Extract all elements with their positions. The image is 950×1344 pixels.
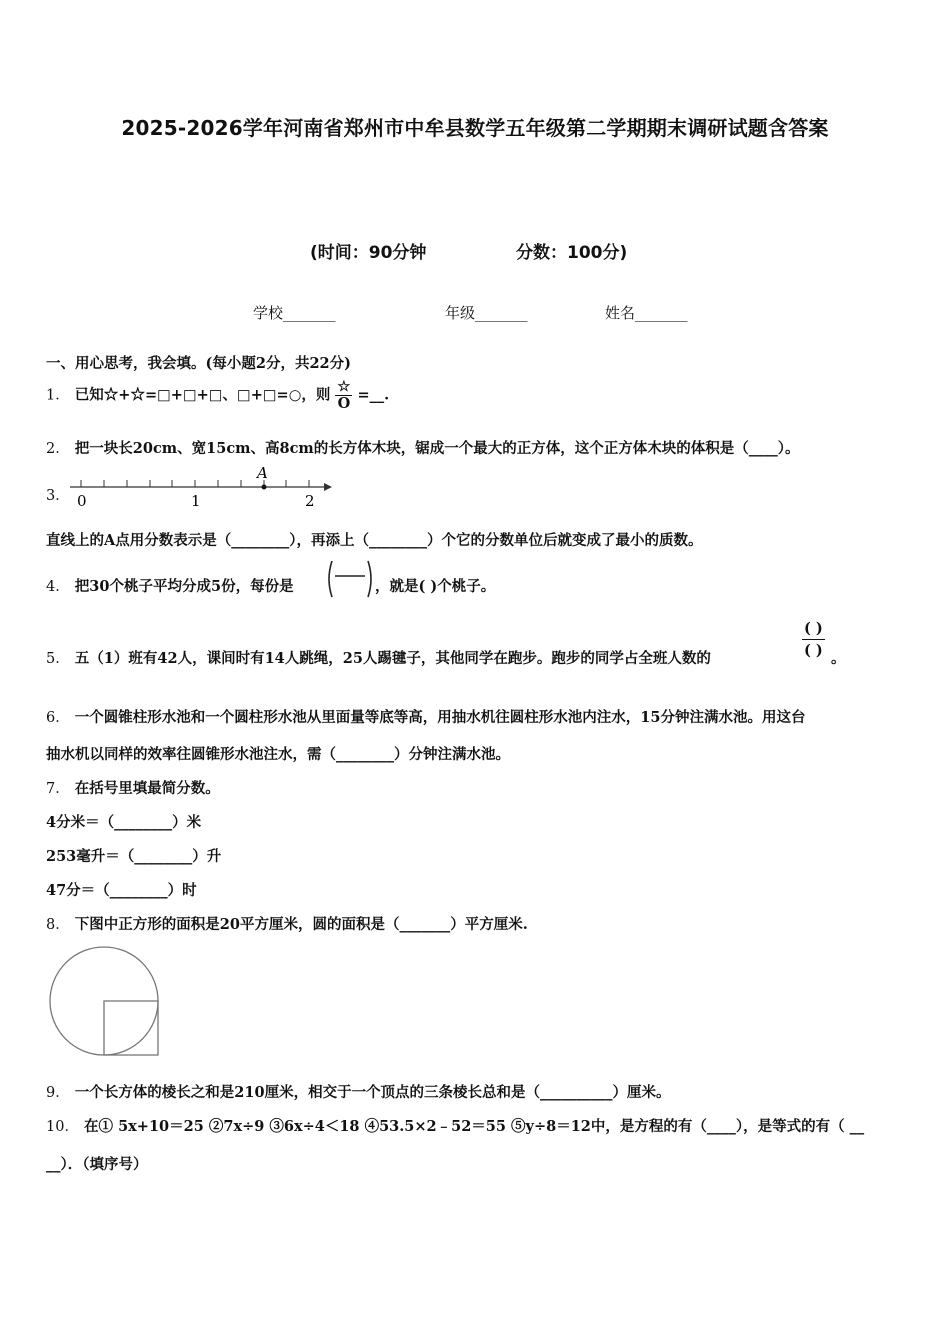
question-3-text: 直线上的A点用分数表示是（________），再添上（________）个它的分数单位后就变成了最小的质数。 bbox=[46, 532, 703, 549]
fraction-denominator: ( ) bbox=[802, 639, 825, 659]
point-a-label: A bbox=[257, 464, 268, 482]
question-4 bbox=[46, 575, 294, 596]
number-line-ticks bbox=[81, 480, 309, 487]
question-5-tail: 。 bbox=[831, 650, 846, 667]
question-text: 五（1）班有42人，课间时有14人跳绳，25人踢毽子，其他同学在跑步。跑步的同学占全班人数的 bbox=[74, 650, 711, 667]
question-4-text-b: ，就是( )个桃子。 bbox=[375, 578, 496, 595]
question-number: 2． bbox=[46, 441, 70, 457]
grade-field[interactable]: 年级_______ bbox=[445, 304, 528, 322]
tick-label-2: 2 bbox=[305, 492, 315, 510]
question-8 bbox=[46, 913, 528, 934]
question-number: 5． bbox=[46, 651, 70, 667]
question-text: 在① 5x+10＝25 ②7x÷9 ③6x÷4＜18 ④53.5×2﹣52＝55 ⑤y÷8＝12中，是方程的有（____），是等式的有（ __ bbox=[84, 1118, 865, 1135]
exam-score: 分数：100分) bbox=[516, 243, 628, 263]
question-number: 10． bbox=[46, 1119, 79, 1135]
fraction-numerator: ( ) bbox=[804, 620, 823, 637]
question-number: 1． bbox=[46, 387, 70, 404]
question-10-line-2: __）．（填序号） bbox=[46, 1156, 148, 1173]
school-field[interactable]: 学校_______ bbox=[253, 304, 336, 322]
question-5 bbox=[46, 647, 711, 668]
question-number: 4． bbox=[46, 579, 70, 595]
question-6-line-1 bbox=[46, 706, 805, 727]
q7-item-3: 47分＝（________）时 bbox=[46, 882, 197, 899]
fraction-numerator: ☆ bbox=[337, 378, 351, 395]
number-line bbox=[66, 462, 336, 512]
name-field[interactable]: 姓名_______ bbox=[605, 304, 688, 322]
question-2 bbox=[46, 437, 800, 458]
arrow-icon bbox=[324, 483, 332, 491]
fraction bbox=[335, 380, 352, 411]
question-text: 一个长方体的棱长之和是210厘米，相交于一个顶点的三条棱长总和是（__________）厘米。 bbox=[74, 1084, 671, 1101]
question-text-a: 把30个桃子平均分成5份，每份是 bbox=[74, 578, 294, 595]
question-number: 9． bbox=[46, 1085, 70, 1101]
document-title: 2025-2026学年河南省郑州市中牟县数学五年级第二学期期末调研试题含答案 bbox=[121, 116, 829, 140]
question-9 bbox=[46, 1081, 671, 1102]
question-text: 下图中正方形的面积是20平方厘米，圆的面积是（_______）平方厘米. bbox=[74, 916, 528, 933]
question-text: 把一块长20cm、宽15cm、高8cm的长方体木块，锯成一个最大的正方体，这个正方体木块的体积是（____）。 bbox=[74, 440, 800, 457]
question-7 bbox=[46, 777, 220, 798]
exam-time: (时间：90分钟 bbox=[310, 243, 427, 263]
question-text: 在括号里填最简分数。 bbox=[74, 780, 220, 797]
section-1-heading: 一、用心思考，我会填。(每小题2分，共22分) bbox=[46, 355, 351, 372]
square-shape bbox=[104, 1001, 158, 1055]
q7-item-2: 253毫升＝（________）升 bbox=[46, 848, 222, 865]
tick-label-0: 0 bbox=[77, 492, 87, 510]
question-text: 已知☆+☆=□+□+□、□+□=○，则 bbox=[74, 386, 331, 404]
q7-item-1: 4分米＝（________）米 bbox=[46, 814, 202, 831]
fraction-denominator: O bbox=[335, 395, 352, 412]
tick-label-1: 1 bbox=[191, 492, 201, 510]
answer-blank[interactable]: =__. bbox=[357, 386, 390, 404]
fraction-parentheses-box[interactable] bbox=[325, 557, 375, 601]
question-6-line-2: 抽水机以同样的效率往圆锥形水池注水，需（________）分钟注满水池。 bbox=[46, 746, 510, 763]
question-number: 7． bbox=[46, 781, 70, 797]
question-number: 3． bbox=[46, 488, 70, 504]
question-number: 6． bbox=[46, 710, 70, 726]
question-1 bbox=[46, 380, 389, 411]
point-a bbox=[262, 485, 267, 490]
question-10-line-1 bbox=[46, 1115, 864, 1136]
circle-square-figure bbox=[46, 944, 162, 1060]
question-number: 8． bbox=[46, 917, 70, 933]
question-text: 一个圆锥柱形水池和一个圆柱形水池从里面量等底等高，用抽水机往圆柱形水池内注水，15分钟注满水池。用这台 bbox=[74, 709, 806, 726]
q5-fraction[interactable] bbox=[802, 620, 825, 659]
